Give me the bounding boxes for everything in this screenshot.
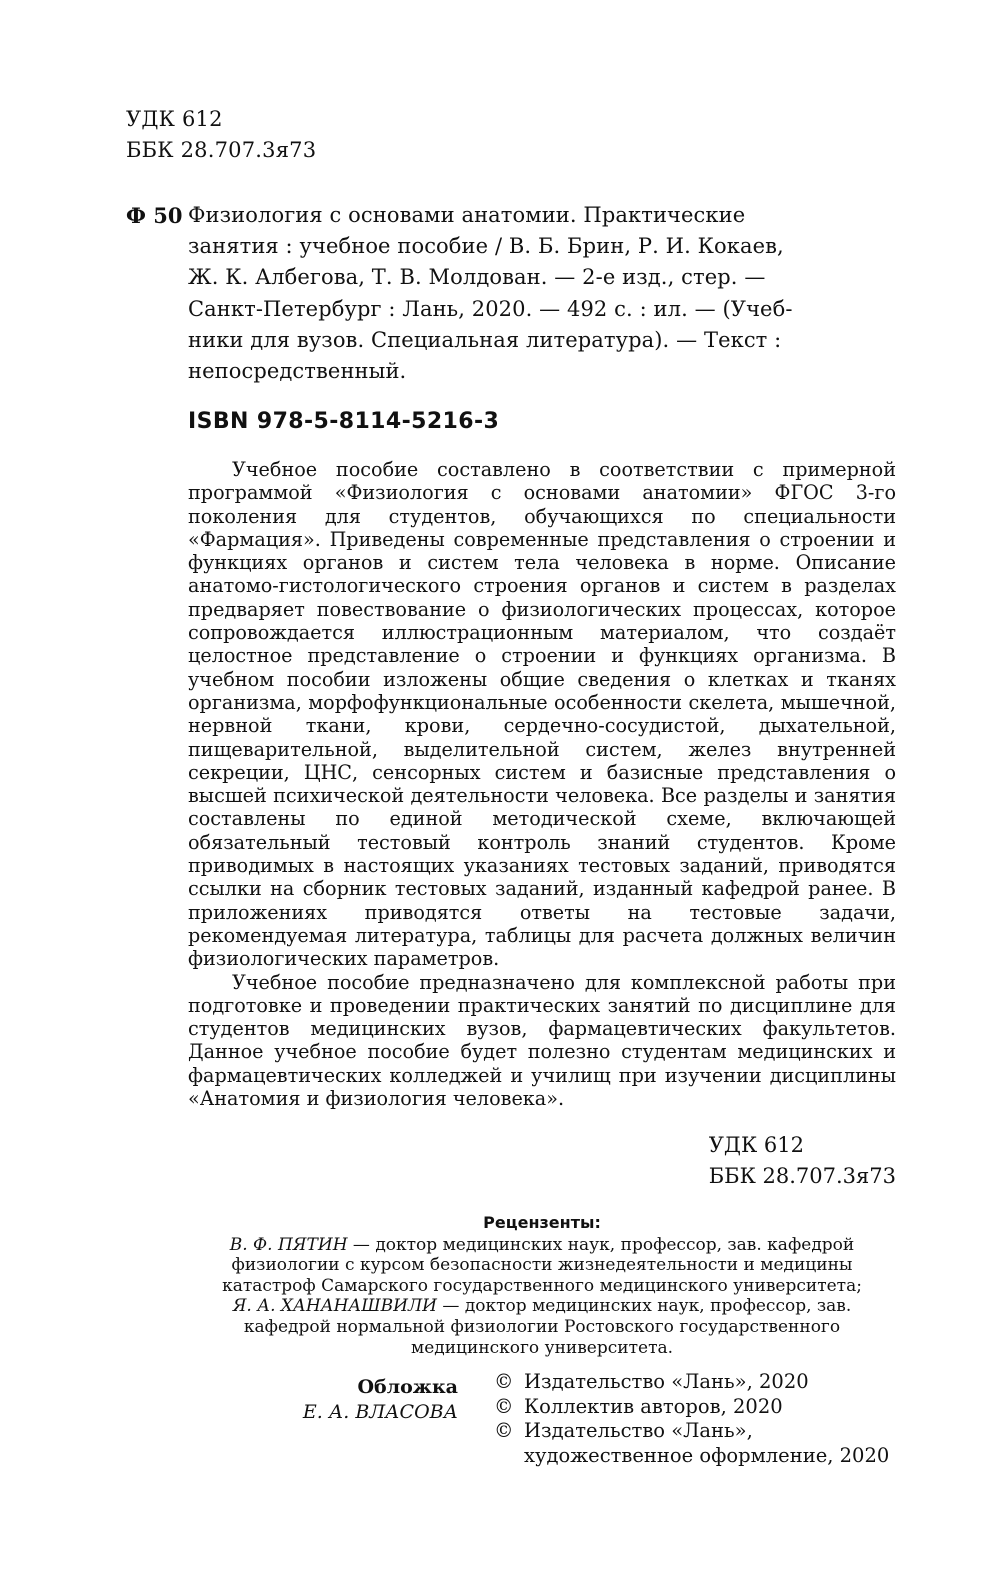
reviewers-heading: Рецензенты: xyxy=(483,1213,601,1232)
bbk-code: ББК 28.707.3я73 xyxy=(708,1164,896,1188)
abstract-paragraph: Учебное пособие предназначено для комплексной работы при подготовке и проведении практических занятий по дисциплине для студентов медицинских вузов, фармацевтических факультетов. Данное учебное пособие будет полезно студентам медицинских и фармацевтических колледжей и училищ при изучении дисциплины «Анатомия и физиология человека». xyxy=(188,970,896,1111)
reviewer-description: — доктор медицинских наук, профессор, зав. кафедрой нормальной физиологии Ростовского государственного медицинского университета. xyxy=(243,1296,852,1358)
author-mark: Ф 50 xyxy=(126,203,183,228)
abstract xyxy=(188,458,896,1110)
bbk-code: ББК 28.707.3я73 xyxy=(126,138,317,162)
copyright-line xyxy=(494,1395,889,1420)
biblio-line: Физиология с основами анатомии. Практические xyxy=(188,203,746,227)
udk-code: УДК 612 xyxy=(126,107,223,131)
cover-label: Обложка xyxy=(357,1376,458,1398)
copyright-icon: © xyxy=(494,1394,514,1418)
udk-code: УДК 612 xyxy=(708,1133,804,1157)
isbn: ISBN 978-5-8114-5216-3 xyxy=(188,409,500,434)
classification-codes-bottom xyxy=(709,1130,896,1192)
copyright-line xyxy=(494,1444,889,1469)
copyright-line xyxy=(494,1419,889,1444)
cover-designer: Е. А. ВЛАСОВА xyxy=(302,1401,458,1423)
classification-codes-top xyxy=(126,104,316,166)
copyright-line xyxy=(494,1370,889,1395)
biblio-line: ники для вузов. Специальная литература). — Текст : xyxy=(188,327,782,352)
copyright-block xyxy=(494,1370,889,1468)
copyright-icon: © xyxy=(494,1419,514,1442)
biblio-line: непосредственный. xyxy=(188,359,407,384)
bibliographic-description xyxy=(188,200,896,387)
abstract-paragraph: Учебное пособие составлено в соответствии с примерной программой «Физиология с основами анатомии» ФГОС 3-го поколения для студентов, обучающихся по специальности «Фармация». Приведены современные представления о строении и функциях органов и систем тела человека в норме. Описание анатомо-гистологического строения органов и систем в разделах предваряет повествование о физиологических процессах, которое сопровождается иллюстрационным материалом, что создаёт целостное представление о строении и функциях организма. В учебном пособии изложены общие сведения о клетках и тканях организма, морфофункциональные особенности скелета, мышечной, нервной ткани, крови, сердечно-сосудистой, дыхательной, пищеварительной, выделительной систем, желез внутренней секреции, ЦНС, сенсорных систем и базисные представления о высшей психической деятельности человека. Все разделы и занятия составлены по единой методической схеме, включающей обязательный тестовый контроль знаний студентов. Кроме приводимых в настоящих указаниях тестовых заданий, приводятся ссылки на сборник тестовых заданий, изданный кафедрой ранее. В приложениях приводятся ответы на тестовые задачи, рекомендуемая литература, таблицы для расчета должных величин физиологических параметров. xyxy=(188,458,896,971)
biblio-line: Санкт-Петербург : Лань, 2020. — 492 с. : ил. — (Учеб- xyxy=(188,296,793,321)
reviewer-name: Я. А. ХАНАНАШВИЛИ xyxy=(232,1296,438,1317)
reviewer-description: — доктор медицинских наук, профессор, зав. кафедрой физиологии с курсом безопасности жизнедеятельности и медицины катастроф Самарского государственного медицинского университета; xyxy=(222,1234,862,1296)
copyright-icon: © xyxy=(494,1370,514,1393)
copyright-text: художественное оформление, 2020 xyxy=(524,1443,890,1467)
copyright-text: Издательство «Лань», xyxy=(524,1419,753,1442)
copyright-text: Коллектив авторов, 2020 xyxy=(524,1394,783,1418)
reviewer-name: В. Ф. ПЯТИН xyxy=(229,1234,348,1255)
biblio-line: Ж. К. Албегова, Т. В. Молдован. — 2-е изд., стер. — xyxy=(188,265,766,290)
cover-credit xyxy=(250,1375,458,1425)
copyright-text: Издательство «Лань», 2020 xyxy=(524,1370,809,1393)
biblio-line: занятия : учебное пособие / В. Б. Брин, Р. И. Кокаев, xyxy=(188,234,784,259)
reviewer-entry xyxy=(188,1235,896,1297)
reviewer-entry xyxy=(188,1296,896,1358)
reviewers-block xyxy=(188,1213,896,1358)
copyright-spacer xyxy=(494,1444,524,1469)
